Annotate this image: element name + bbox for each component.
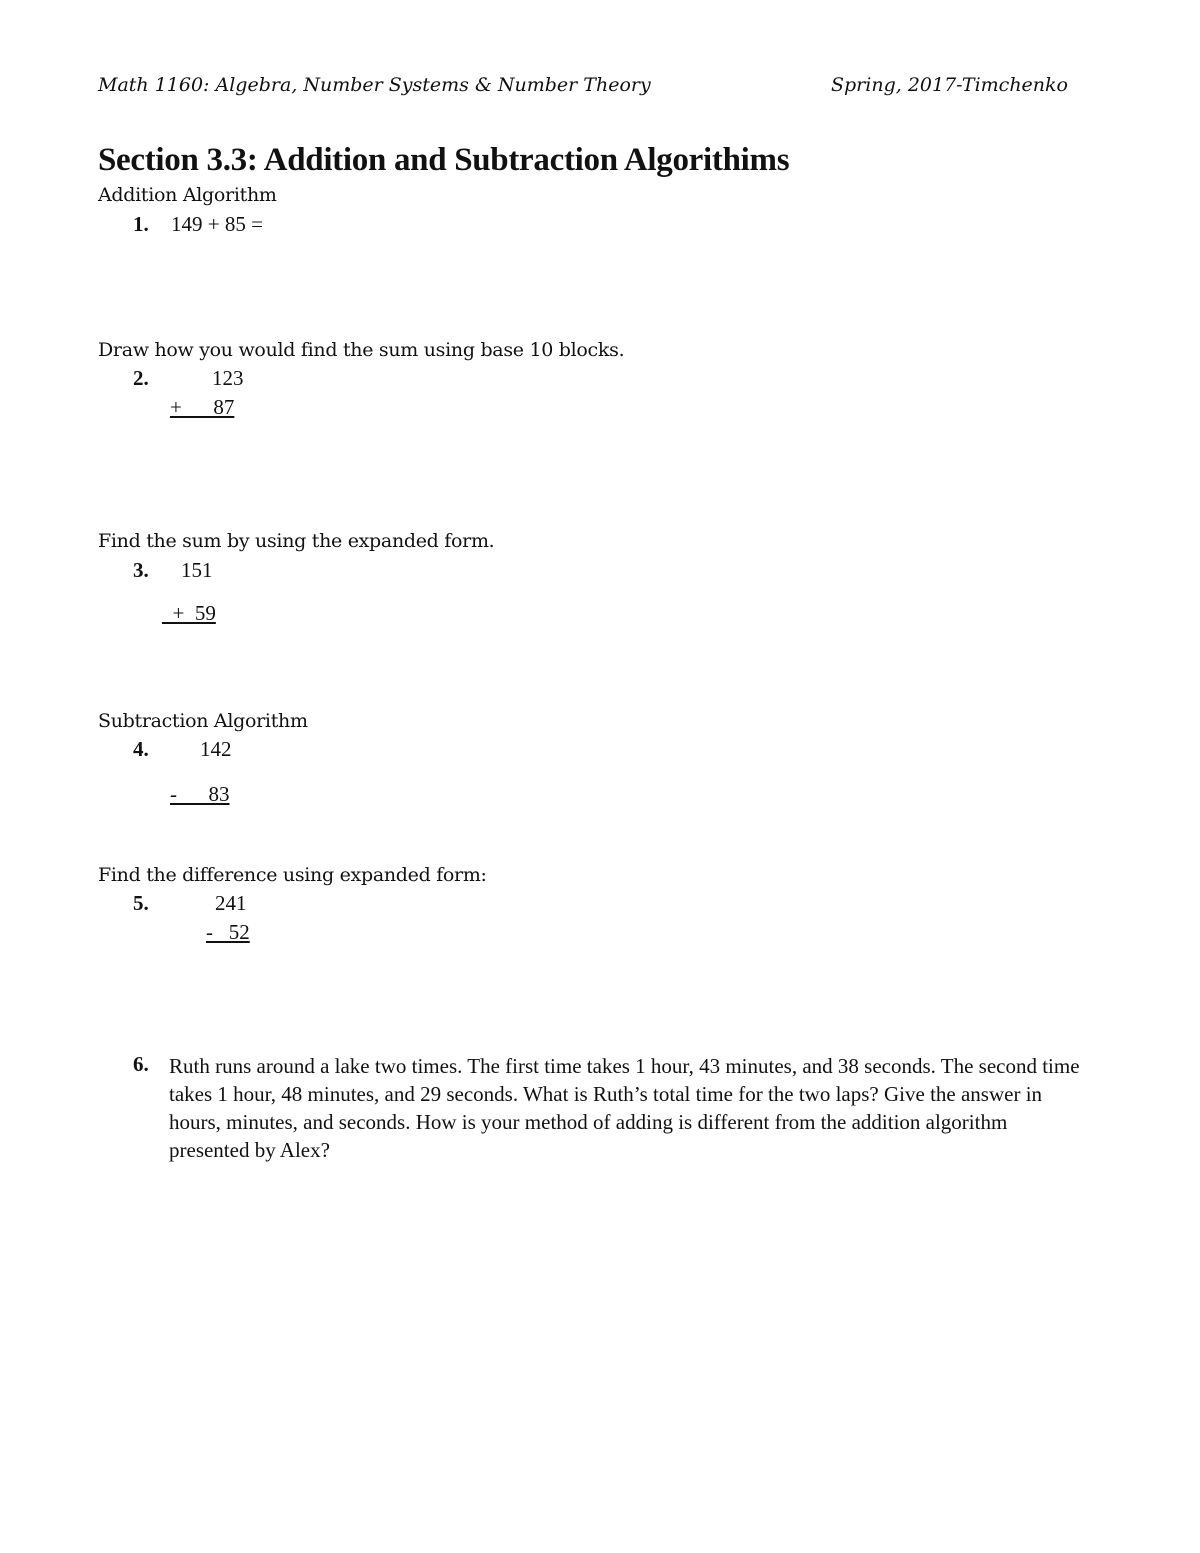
course-header: Math 1160: Algebra, Number Systems & Number Theory [98, 74, 651, 96]
problem-5-number: 5. [133, 891, 149, 915]
problem-2-bottom-operand: + 87 [170, 395, 235, 419]
term-header: Spring, 2017-Timchenko [831, 74, 1068, 96]
problem-6-number: 6. [133, 1052, 149, 1076]
addition-heading: Addition Algorithm [98, 184, 277, 206]
problem-3-top-operand: 151 [181, 558, 213, 582]
draw-instruction: Draw how you would find the sum using base 10 blocks. [98, 339, 625, 361]
page-title: Section 3.3: Addition and Subtraction Algorithims [98, 142, 790, 178]
problem-6-text: Ruth runs around a lake two times. The first time takes 1 hour, 43 minutes, and 38 seconds. The second time takes 1 hour, 48 minutes, and 29 seconds. What is Ruth’s total time for the two laps? Give the answer in hours, minutes, and seconds. How is your method of adding is different from the addition algorithm presented by Alex? [169, 1054, 1080, 1162]
problem-1-expression: 149 + 85 = [171, 212, 263, 236]
problem-4-bottom-operand: - 83 [170, 782, 230, 806]
problem-4-number: 4. [133, 737, 149, 761]
problem-4-top-operand: 142 [200, 737, 232, 761]
problem-3-bottom-operand: + 59 [162, 601, 216, 625]
expanded-sum-instruction: Find the sum by using the expanded form. [98, 530, 495, 552]
problem-3-number: 3. [133, 558, 149, 582]
problem-5-bottom-operand: - 52 [206, 920, 250, 944]
problem-5-top-operand: 241 [215, 891, 247, 915]
problem-2-top-operand: 123 [212, 366, 244, 390]
expanded-diff-instruction: Find the difference using expanded form: [98, 864, 487, 886]
problem-2-number: 2. [133, 366, 149, 390]
problem-1-number: 1. [133, 212, 149, 236]
subtraction-heading: Subtraction Algorithm [98, 710, 308, 732]
